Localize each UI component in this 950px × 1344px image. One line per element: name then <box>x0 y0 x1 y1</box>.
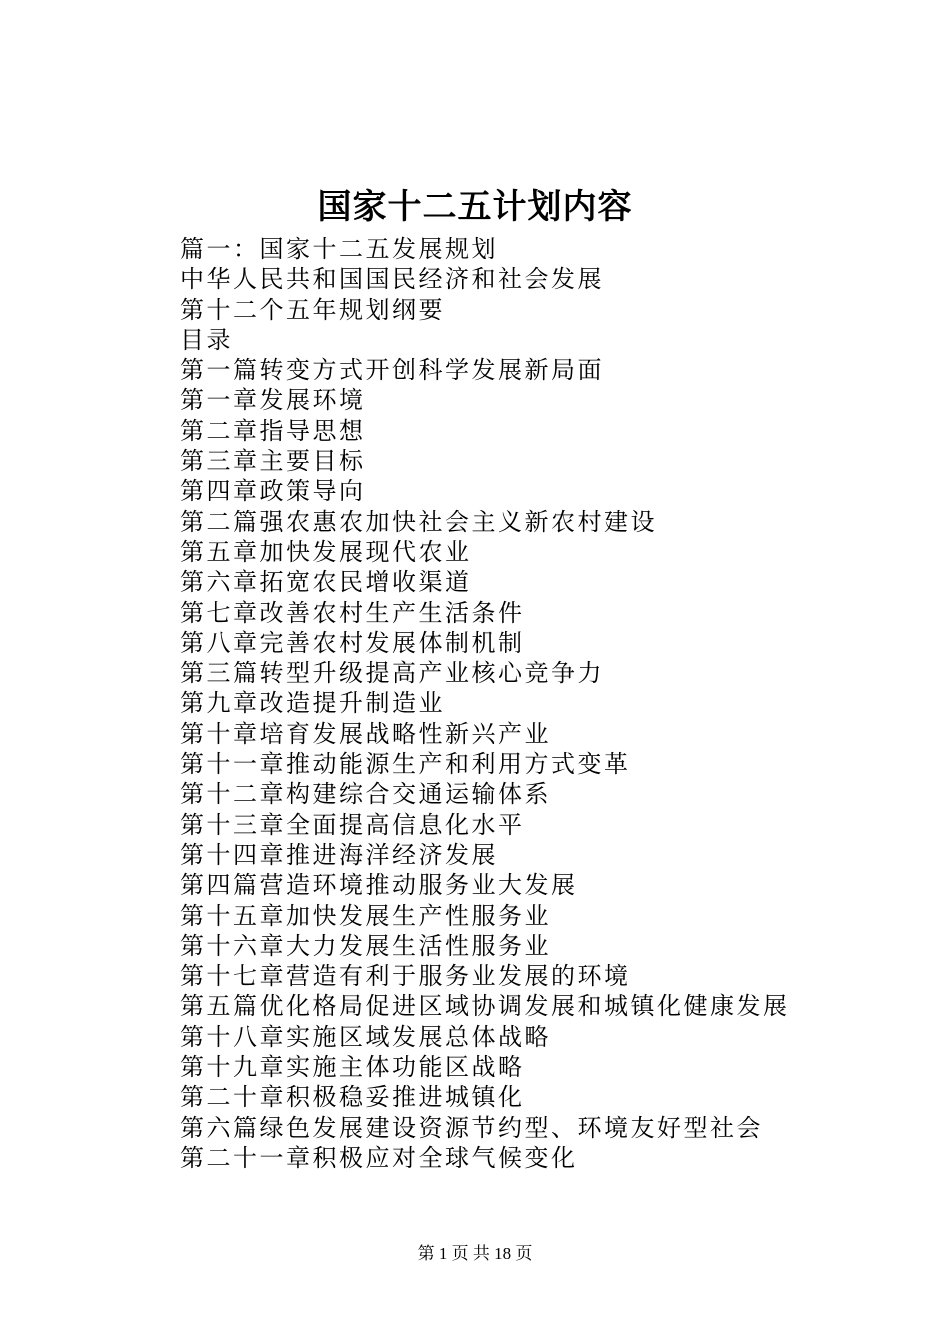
content-line: 第十二章构建综合交通运输体系 <box>180 780 551 809</box>
content-line: 第二十章积极稳妥推进城镇化 <box>180 1083 525 1112</box>
content-line: 第十六章大力发展生活性服务业 <box>180 931 551 960</box>
content-line: 第九章改造提升制造业 <box>180 689 445 718</box>
content-line: 第十四章推进海洋经济发展 <box>180 840 498 869</box>
content-line: 第十七章营造有利于服务业发展的环境 <box>180 962 631 991</box>
content-line: 第二章指导思想 <box>180 416 366 445</box>
content-line: 第三章主要目标 <box>180 447 366 476</box>
content-line: 目录 <box>180 325 233 354</box>
table-of-contents <box>180 234 880 1173</box>
content-line: 第四章政策导向 <box>180 477 366 506</box>
content-line: 篇一：国家十二五发展规划 <box>180 235 498 263</box>
content-line: 第十章培育发展战略性新兴产业 <box>180 719 551 748</box>
content-line: 第八章完善农村发展体制机制 <box>180 628 525 657</box>
content-line: 第十五章加快发展生产性服务业 <box>180 901 551 930</box>
page-footer: 第 1 页 共 18 页 <box>417 1244 533 1263</box>
content-line: 第六篇绿色发展建设资源节约型、环境友好型社会 <box>180 1113 763 1142</box>
content-line: 第五章加快发展现代农业 <box>180 537 472 566</box>
content-line: 第十九章实施主体功能区战略 <box>180 1053 525 1082</box>
content-line: 第四篇营造环境推动服务业大发展 <box>180 871 578 900</box>
content-line: 第三篇转型升级提高产业核心竞争力 <box>180 659 604 688</box>
content-line: 第五篇优化格局促进区域协调发展和城镇化健康发展 <box>180 992 790 1021</box>
content-line: 第七章改善农村生产生活条件 <box>180 598 525 627</box>
content-line: 第一章发展环境 <box>180 386 366 415</box>
content-line: 第六章拓宽农民增收渠道 <box>180 568 472 597</box>
content-line: 第十二个五年规划纲要 <box>180 295 445 324</box>
document-title: 国家十二五计划内容 <box>317 187 633 227</box>
content-line: 第二十一章积极应对全球气候变化 <box>180 1143 578 1172</box>
content-line: 第十三章全面提高信息化水平 <box>180 810 525 839</box>
content-line: 第十八章实施区域发展总体战略 <box>180 1022 551 1051</box>
content-line: 中华人民共和国国民经济和社会发展 <box>180 265 604 294</box>
content-line: 第十一章推动能源生产和利用方式变革 <box>180 750 631 779</box>
content-line: 第一篇转变方式开创科学发展新局面 <box>180 356 604 385</box>
content-line: 第二篇强农惠农加快社会主义新农村建设 <box>180 507 657 536</box>
